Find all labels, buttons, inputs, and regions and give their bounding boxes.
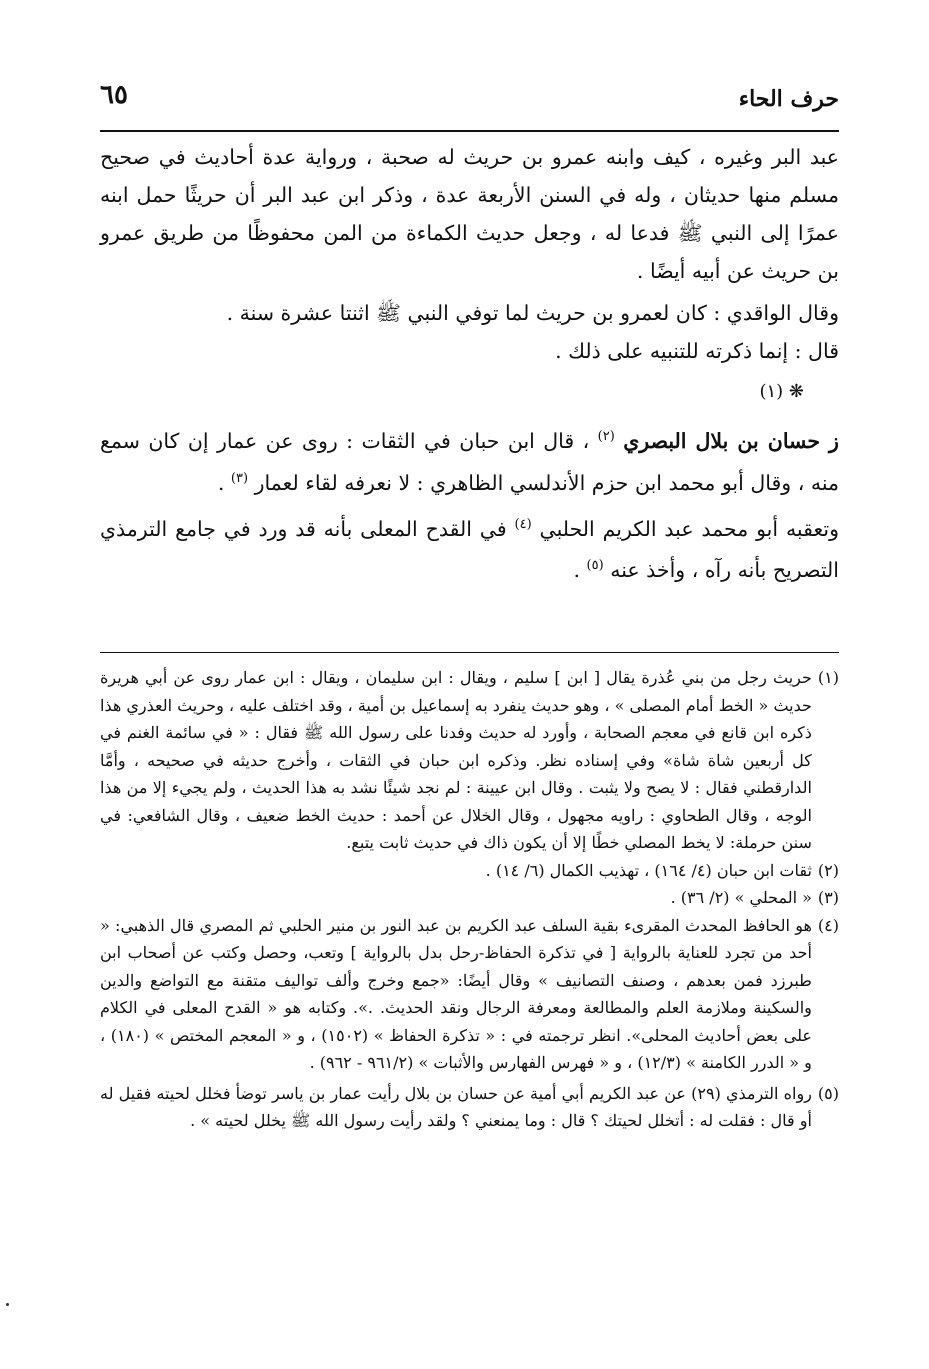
footnote-number: (٣) [817, 888, 839, 907]
header-rule [100, 130, 839, 132]
footnote-text: « المحلي » (٢/ ٣٦) . [670, 888, 812, 907]
paragraph-1: عبد البر وغيره ، كيف وابنه عمرو بن حريث له صحبة ، ورواية عدة أحاديث في صحيح مسلم منها حديثان ، وله في السنن الأربعة عدة ، وذكر ابن عبد البر أن حريثًا حمل ابنه عمرًا إلى النبي ﷺ فدعا له ، وجعل حديث الكماءة من المن محفوظًا من طريق عمرو بن حريث عن أبيه أيضًا . [100, 145, 839, 283]
paragraph-2: وقال الواقدي : كان لعمرو بن حريث لما توفي النبي ﷺ اثنتا عشرة سنة . [226, 301, 839, 325]
footnote-4 [100, 912, 839, 1077]
footnote-5 [100, 1080, 839, 1135]
narrator-name: ز حسان بن بلال البصري [623, 428, 839, 453]
paragraph-4-text: ، قال ابن حبان في الثقات : روى عن عمار إن كان سمع منه ، وقال أبو محمد ابن حزم الأندلسي الظاهري : لا نعرفه لقاء لعمار [100, 428, 839, 495]
footnote-number: (٢) [817, 860, 839, 880]
footnote-3 [100, 884, 839, 912]
running-title: حرف الحاء [738, 86, 839, 112]
page-header [100, 78, 839, 118]
paragraph-5-end: . [573, 558, 581, 583]
footnote-text: حريث رجل من بني عُذرة يقال [ ابن ] سليم ، ويقال : ابن سليمان ، ويقال : ابن عمار روى عن أبي هريرة حديث « الخط أمام المصلى » ، وهو حديث ينفرد به إسماعيل بن أمية ، وقد اختلف عليه ، وحريث العذري هذا ذكره ابن قانع في معجم الصحابة ، وأورد له حديث وفدنا على رسول الله ﷺ فقال : « في سائمة الغنم في كل أربعين شاة شاة» وفي إسناده نظر. وذكره ابن حبان في الثقات ، وأخرج حديثه في صحيحه ، وأمَّا الدارقطني فقال : لا يصح ولا يثبت . وقال ابن عيينة : لم نجد شيئًا نشد به هذا الحديث ، ولم يجيء إلا من هذا الوجه ، وقال الطحاوي : راويه مجهول ، وقال الخلال عن أحمد : حديث الخط ضعيف ، وقال الشافعي: في سنن حرملة: لا يخط المصلي خطًا إلا أن يكون ذاك في حديث ثابت يتبع. [100, 668, 812, 852]
footnote-ref-2: (٢) [597, 429, 615, 444]
paragraph-5-start: وتعقبه أبو محمد عبد الكريم الحلبي [539, 516, 839, 541]
page-number: ٦٥ [100, 80, 128, 110]
scan-speck [6, 1303, 9, 1306]
footnote-number: (٤) [817, 915, 839, 935]
paragraph-5 [100, 506, 839, 590]
footnote-2 [100, 857, 839, 885]
footnote-number: (٥) [817, 1083, 839, 1103]
footnote-rule [100, 652, 839, 653]
footnote-ref-3: (٣) [230, 470, 249, 486]
footnote-1 [100, 664, 839, 857]
main-text [100, 138, 839, 589]
paragraph-4-end: . [217, 470, 225, 495]
section-separator: ❋ (١) [759, 381, 804, 402]
footnote-text: ثقات ابن حبان (٤/ ١٦٤) ، تهذيب الكمال (٦/ ١٤) . [485, 860, 812, 880]
footnote-ref-4: (٤) [514, 516, 532, 532]
paragraph-3: قال : إنما ذكرته للتنبيه على ذلك . [555, 339, 839, 363]
footnote-text: رواه الترمذي (٢٩) عن عبد الكريم أبي أمية عن حسان بن بلال رأيت عمار بن ياسر توضأ فخلل لحيته فقيل له أو قال : فقلت له : أتخلل لحيتك ؟ قال : وما يمنعني ؟ ولقد رأيت رسول الله ﷺ يخلل لحيته » . [100, 1083, 812, 1130]
footnote-text: هو الحافظ المحدث المقرىء بقية السلف عبد الكريم بن عبد النور بن منير الحلبي ثم المصري قال الذهبي: « أحد من تجرد للعناية بالرواية [ في تذكرة الحفاظ-رحل بدل بالرواية ] وتعب، وحصل وكتب عن أصحاب ابن طبرزد فمن بعدهم ، وصنف التصانيف » وقال أيضًا: «جمع وخرج وألف تواليف متقنة مع التواضع والدين والسكينة وملازمة العلم والمطالعة ومعرفة الرجال ونقد الحديث. .». وكتابه هو « القدح المعلى في الكلام على بعض أحاديث المحلى». انظر ترجمته في : « تذكرة الحفاظ » (١٥٠٢) ، و « المعجم المختص » (١٨٠) ، و « الدرر الكامنة » (١٢/٣) ، و « فهرس الفهارس والأثبات » (٩٦١/٢ - ٩٦٢) . [100, 915, 812, 1072]
footnote-ref-5: (٥) [586, 558, 604, 574]
paragraph-4 [100, 418, 839, 502]
paragraph-5-text: في القدح المعلى بأنه قد ورد في جامع الترمذي التصريح بأنه رآه ، وأخذ عنه [100, 516, 839, 583]
footnotes [100, 664, 839, 1135]
footnote-number: (١) [817, 668, 839, 687]
